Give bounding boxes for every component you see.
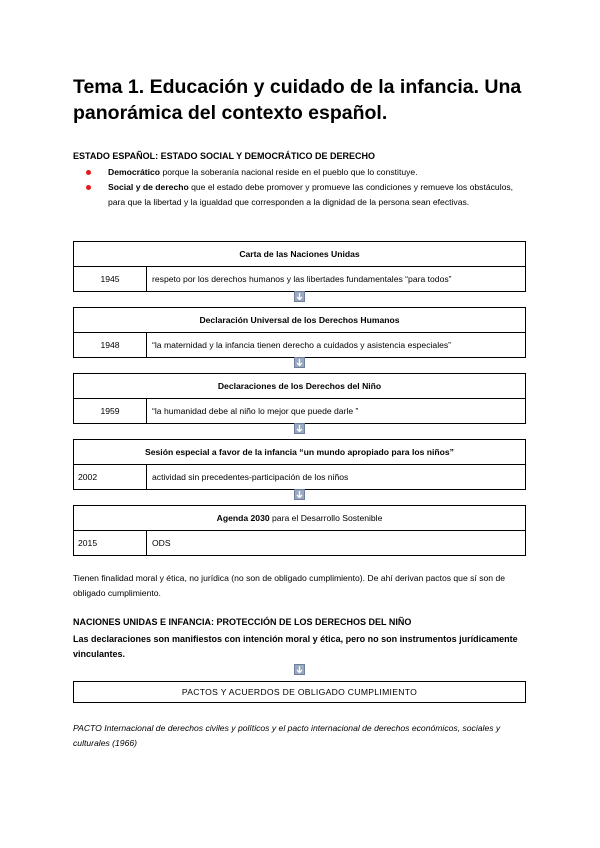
down-arrow-icon bbox=[294, 357, 305, 368]
table-description: ODS bbox=[152, 538, 171, 548]
table-heading bbox=[74, 506, 525, 531]
list-item bbox=[84, 180, 530, 210]
bullet-term: Social y de derecho bbox=[108, 182, 189, 192]
table-heading: Carta de las Naciones Unidas bbox=[74, 242, 525, 267]
paragraph-finalidad: Tienen finalidad moral y ética, no jurídica (no son de obligado cumplimiento). De ahí derivan pactos que sí son de obligado cumplimiento. bbox=[73, 573, 506, 598]
section-heading-naciones: NACIONES UNIDAS E INFANCIA: PROTECCIÓN DE LOS DERECHOS DEL NIÑO bbox=[73, 617, 412, 627]
bold-paragraph: Las declaraciones son manifiestos con intención moral y ética, pero no son instrumentos jurídicamente vinculantes. bbox=[73, 634, 518, 659]
page-title: Tema 1. Educación y cuidado de la infancia. Una panorámica del contexto español. bbox=[73, 76, 522, 124]
down-arrow-icon bbox=[294, 489, 305, 500]
table-row bbox=[74, 333, 525, 357]
table-row bbox=[74, 399, 525, 423]
down-arrow-icon bbox=[294, 291, 305, 302]
table-row bbox=[74, 267, 525, 291]
down-arrow-icon bbox=[294, 664, 305, 675]
bullet-text: porque la soberanía nacional reside en el pueblo que lo constituye. bbox=[160, 167, 418, 177]
bullet-icon bbox=[86, 185, 91, 190]
table-heading: Declaraciones de los Derechos del Niño bbox=[74, 374, 525, 399]
table-description: actividad sin precedentes-participación de los niños bbox=[152, 472, 349, 482]
table-year: 1959 bbox=[74, 399, 147, 423]
table-heading: Sesión especial a favor de la infancia “un mundo apropiado para los niños” bbox=[74, 440, 525, 465]
list-item bbox=[84, 165, 530, 180]
table-heading-bold: Agenda 2030 bbox=[216, 513, 270, 523]
table-description: “la maternidad y la infancia tienen derecho a cuidados y asistencia especiales” bbox=[152, 340, 452, 350]
table-year: 1945 bbox=[74, 267, 147, 291]
timeline-table-2002 bbox=[73, 439, 526, 490]
bullet-icon bbox=[86, 170, 91, 175]
table-heading: Declaración Universal de los Derechos Humanos bbox=[74, 308, 525, 333]
bullet-term: Democrático bbox=[108, 167, 161, 177]
section-heading-estado: ESTADO ESPAÑOL: ESTADO SOCIAL Y DEMOCRÁTICO DE DERECHO bbox=[73, 151, 376, 161]
bullet-list bbox=[84, 165, 530, 210]
table-heading-rest: para el Desarrollo Sostenible bbox=[269, 513, 383, 523]
timeline-table-2015 bbox=[73, 505, 526, 556]
table-description: “la humanidad debe al niño lo mejor que puede darle ” bbox=[152, 406, 359, 416]
table-row bbox=[74, 465, 525, 489]
timeline-table-1959 bbox=[73, 373, 526, 424]
table-year: 2002 bbox=[74, 465, 147, 489]
timeline-table-1945 bbox=[73, 241, 526, 292]
table-description: respeto por los derechos humanos y las libertades fundamentales “para todos” bbox=[152, 274, 452, 284]
pacto-italic-paragraph: PACTO Internacional de derechos civiles y políticos y el pacto internacional de derechos económicos, sociales y culturales (1966) bbox=[73, 723, 501, 748]
pactos-box: PACTOS Y ACUERDOS DE OBLIGADO CUMPLIMIENTO bbox=[73, 681, 526, 703]
down-arrow-icon bbox=[294, 423, 305, 434]
table-row bbox=[74, 531, 525, 555]
table-year: 2015 bbox=[74, 531, 147, 555]
table-year: 1948 bbox=[74, 333, 147, 357]
bullet-text: que el estado debe promover y promueve las condiciones y remueve los obstáculos, para que la libertad y la igualdad que corresponden a la dignidad de la persona sean efectivas. bbox=[108, 182, 514, 207]
timeline-table-1948 bbox=[73, 307, 526, 358]
